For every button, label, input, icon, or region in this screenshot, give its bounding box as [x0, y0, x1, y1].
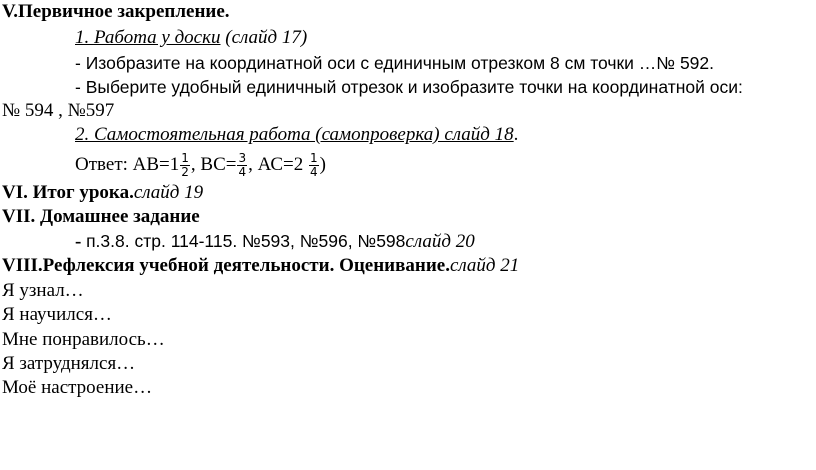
- fraction-ac-numerator: 1: [310, 151, 318, 166]
- item-2-title: 2. Самостоятельная работа (самопроверка) слайд 18: [75, 124, 514, 145]
- item-1-slide: (слайд 17): [220, 27, 308, 48]
- fraction-bc-numerator: 3: [238, 151, 247, 166]
- reflection-item-5: Моё настроение…: [2, 377, 153, 398]
- section-5-heading: V.Первичное закрепление.: [2, 1, 230, 22]
- section-6-slide: слайд 19: [133, 182, 204, 203]
- fraction-bc: [237, 152, 247, 179]
- homework-line: [75, 229, 475, 254]
- fraction-ab-numerator: 1: [181, 151, 189, 166]
- fraction-bc-denominator: 4: [238, 165, 247, 180]
- section-8-slide: слайд 21: [449, 255, 520, 276]
- answer-bc-label: , ВС=: [190, 154, 237, 175]
- reflection-item-3: Мне понравилось…: [2, 329, 165, 350]
- fraction-ab-denominator: 2: [181, 165, 189, 180]
- section-6-heading: VI. Итог урока.: [2, 182, 134, 203]
- task-594-597: - Выберите удобный единичный отрезок и изобразите точки на координатной оси:: [75, 77, 743, 97]
- section-8-heading: VIII.Рефлексия учебной деятельности. Оценивание.: [2, 255, 450, 276]
- fraction-ac-denominator: 4: [310, 165, 318, 180]
- answer-ac-label: , АС=2: [248, 154, 309, 175]
- item-1-title: 1. Работа у доски: [75, 27, 221, 48]
- item-2-period: .: [513, 124, 519, 145]
- homework-text: п.3.8. стр. 114-115. №593, №596, №598: [86, 231, 406, 251]
- task-592: - Изобразите на координатной оси с единичным отрезком 8 см точки …№ 592.: [75, 53, 715, 73]
- section-8-line: [2, 254, 519, 278]
- item-2-line: [75, 123, 518, 147]
- reflection-item-1: Я узнал…: [2, 280, 84, 301]
- answer-label: Ответ: АВ=1: [75, 154, 180, 175]
- item-1-line: [75, 26, 307, 50]
- answer-line: [75, 150, 326, 180]
- homework-slide: слайд 20: [405, 231, 475, 252]
- answer-close: ): [319, 154, 326, 175]
- reflection-item-4: Я затруднялся…: [2, 353, 136, 374]
- reflection-item-2: Я научился…: [2, 304, 112, 325]
- homework-dash: -: [75, 231, 87, 252]
- fraction-ab: [180, 152, 190, 179]
- section-7-heading: VII. Домашнее задание: [2, 206, 200, 227]
- task-594-597-continued: № 594 , №597: [2, 100, 115, 121]
- fraction-ac: [309, 152, 319, 179]
- section-6-line: [2, 181, 203, 205]
